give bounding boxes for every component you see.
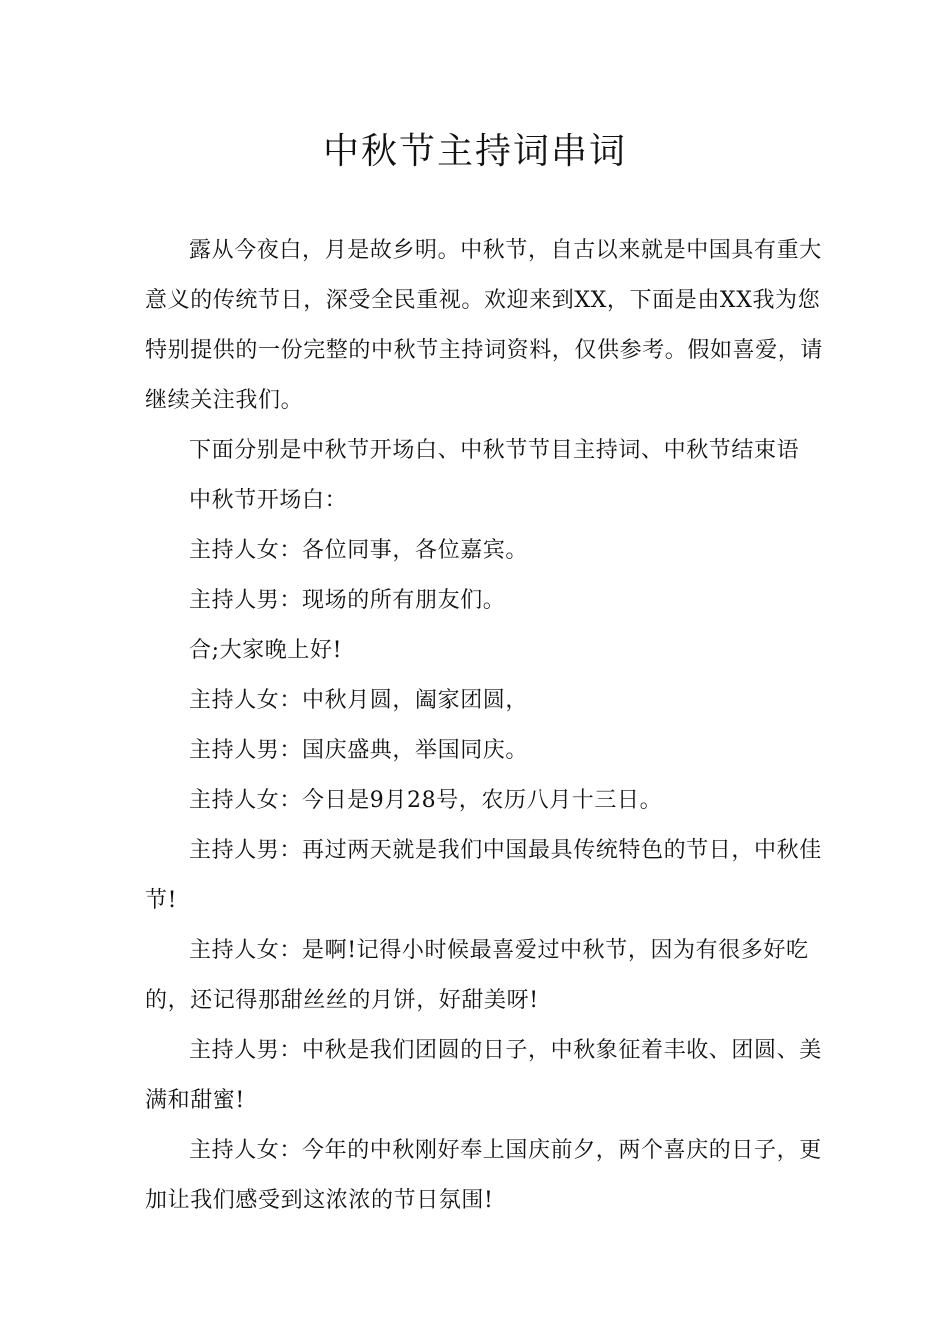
paragraph-dialogue: 主持人女：各位同事，各位嘉宾。 [189,538,529,563]
document-title: 中秋节主持词串词 [322,131,627,172]
paragraph-intro: 露从今夜白，月是故乡明。中秋节，自古以来就是中国具有重大意义的传统节日，深受全民重视。欢迎来到XX，下面是由XX我为您特别提供的一份完整的中秋节主持词资料，仅供参考。假如喜爱，请继续关注我们。 [145,238,824,413]
paragraph-dialogue: 主持人男：国庆盛典，举国同庆。 [189,738,529,763]
paragraph-dialogue: 主持人女：是啊!记得小时候最喜爱过中秋节，因为有很多好吃的，还记得那甜丝丝的月饼，好甜美呀! [145,938,809,1013]
paragraph-dialogue: 主持人男：中秋是我们团圆的日子，中秋象征着丰收、团圆、美满和甜蜜! [145,1038,822,1113]
paragraph-dialogue: 主持人男：现场的所有朋友们。 [189,588,506,613]
paragraph-dialogue: 主持人女：今日是9月28号，农历八月十三日。 [189,788,663,813]
document-body [145,226,825,1226]
paragraph-dialogue: 主持人女：中秋月圆，阖家团圆， [189,688,529,713]
paragraph-dialogue: 主持人女：今年的中秋刚好奉上国庆前夕，两个喜庆的日子，更加让我们感受到这浓浓的节日氛围! [145,1138,822,1213]
paragraph-dialogue: 主持人男：再过两天就是我们中国最具传统特色的节日，中秋佳节! [145,838,822,913]
paragraph-section-heading: 中秋节开场白： [189,488,348,513]
paragraph-overview: 下面分别是中秋节开场白、中秋节节目主持词、中秋节结束语 [189,438,800,463]
paragraph-dialogue: 合;大家晚上好! [189,638,343,663]
